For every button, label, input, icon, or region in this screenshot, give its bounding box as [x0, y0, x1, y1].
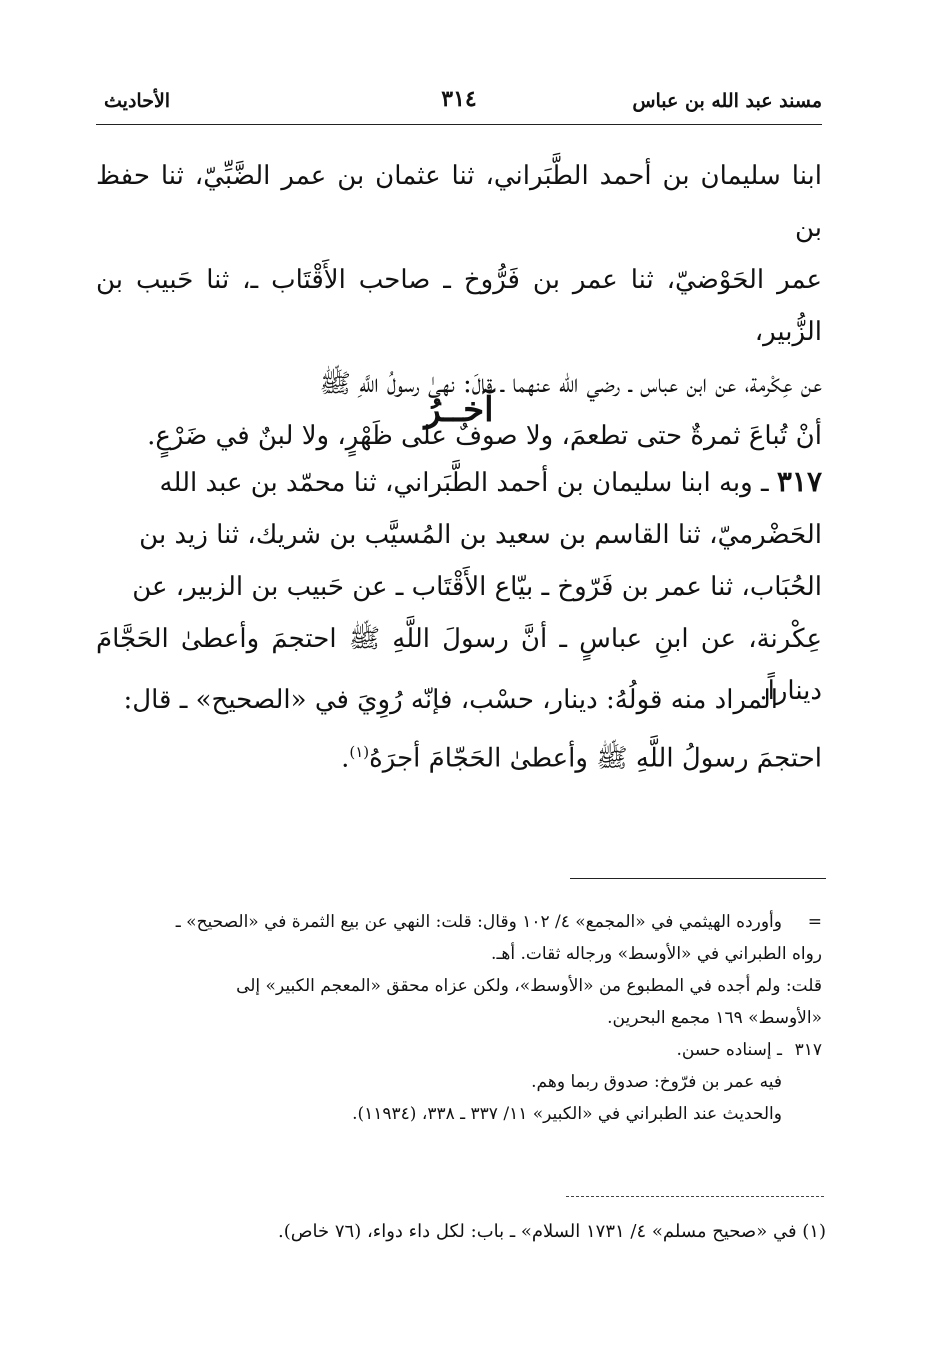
- text-line: عمر الحَوْضيّ، ثنا عمر بن فَرُّوخ ـ صاحب الأَقْتَاب ـ، ثنا حَبيب بن الزُّبير،: [96, 265, 822, 347]
- note-continued: [100, 906, 822, 938]
- commentary-end: .: [341, 743, 350, 774]
- note-text: «الأوسط» ١٦٩ مجمع البحرين.: [607, 1008, 822, 1028]
- text-line: [96, 456, 822, 509]
- footnote-reference: (١): [349, 743, 370, 761]
- text-line: الحَضْرميّ، ثنا القاسم بن سعيد بن المُسيَّب بن شريك، ثنا زيد بن: [139, 520, 822, 550]
- text-line: [96, 726, 822, 785]
- hadith-number: ٣١٧: [776, 465, 822, 498]
- page-number: ٣١٤: [441, 86, 477, 112]
- notes-separator: [570, 878, 826, 879]
- book-title: مسند عبد الله بن عباس: [632, 90, 822, 112]
- note-text: فيه عمر بن فرّوخ: صدوق ربما وهم.: [531, 1072, 782, 1092]
- note-number: ٣١٧: [794, 1040, 822, 1060]
- text-line: أنْ تُباعَ ثمرةٌ حتى تطعمَ، ولا صوفٌ على ظَهْرٍ، ولا لبنٌ في ضَرْعٍ.: [147, 421, 822, 451]
- text-line: عِكْرنة، عن ابنِ عباسٍ ـ أنَّ رسولَ اللَّهِ ﷺ احتجمَ وأعطىٰ الحَجَّامَ ديناراً.: [96, 624, 822, 706]
- hadith-first-line: ـ وبه ابنا سليمان بن أحمد الطَّبَراني، ثنا محمّد بن عبد الله: [159, 468, 777, 498]
- text-line: المراد منه قولُهُ: دينار، حسْب، فإنّه رُوِيَ في «الصحيح» ـ قال:: [123, 685, 778, 715]
- header-rule: [96, 124, 822, 125]
- note-text: رواه الطبراني في «الأوسط» ورجاله ثقات. أهـ.: [491, 944, 822, 964]
- section-name: الأحاديث: [104, 90, 171, 112]
- note-317: [100, 1034, 822, 1066]
- note-text: ـ إسناده حسن.: [676, 1040, 782, 1060]
- commentary: [96, 674, 822, 785]
- text-line: ابنا سليمان بن أحمد الطَّبَراني، ثنا عثمان بن عمر الضَّبِّيّ، ثنا حفظ بن: [96, 161, 822, 243]
- section-title: آخــرُ: [424, 390, 494, 430]
- note-text: والحديث عند الطبراني في «الكبير» ١١/ ٣٣٧ ـ ٣٣٨، (١١٩٣٤).: [352, 1104, 782, 1124]
- note-text: قلت: ولم أجده في المطبوع من «الأوسط»، ولكن عزاه محقق «المعجم الكبير» إلى: [236, 976, 822, 996]
- continuation-mark: =: [807, 912, 822, 932]
- text-line: الحُبَاب، ثنا عمر بن فَرّوخ ـ بيّاع الأَقْتَاب ـ عن حَبيب بن الزبير، عن: [132, 572, 822, 602]
- commentary-text: احتجمَ رسولُ اللَّهِ ﷺ وأعطىٰ الحَجّامَ أجرَهُ: [369, 743, 822, 774]
- running-header: [96, 86, 822, 118]
- footnote-1: (١) في «صحيح مسلم» ٤/ ١٧٣١ السلام» ـ باب: لكل داء دواء، (٧٦ خاص).: [278, 1221, 826, 1242]
- text-line: عن عِكْرمة، عن ابن عباس ـ رضي الله عنهما ـ قالَ: نهىٰ رسولُ اللَّهِ ﷺ: [319, 369, 822, 399]
- editor-notes: [100, 906, 822, 1130]
- note-text: وأورده الهيثمي في «المجمع» ٤/ ١٠٢ وقال: قلت: النهي عن بيع الثمرة في «الصحيح» ـ: [175, 912, 782, 932]
- footnote-separator: [566, 1196, 824, 1197]
